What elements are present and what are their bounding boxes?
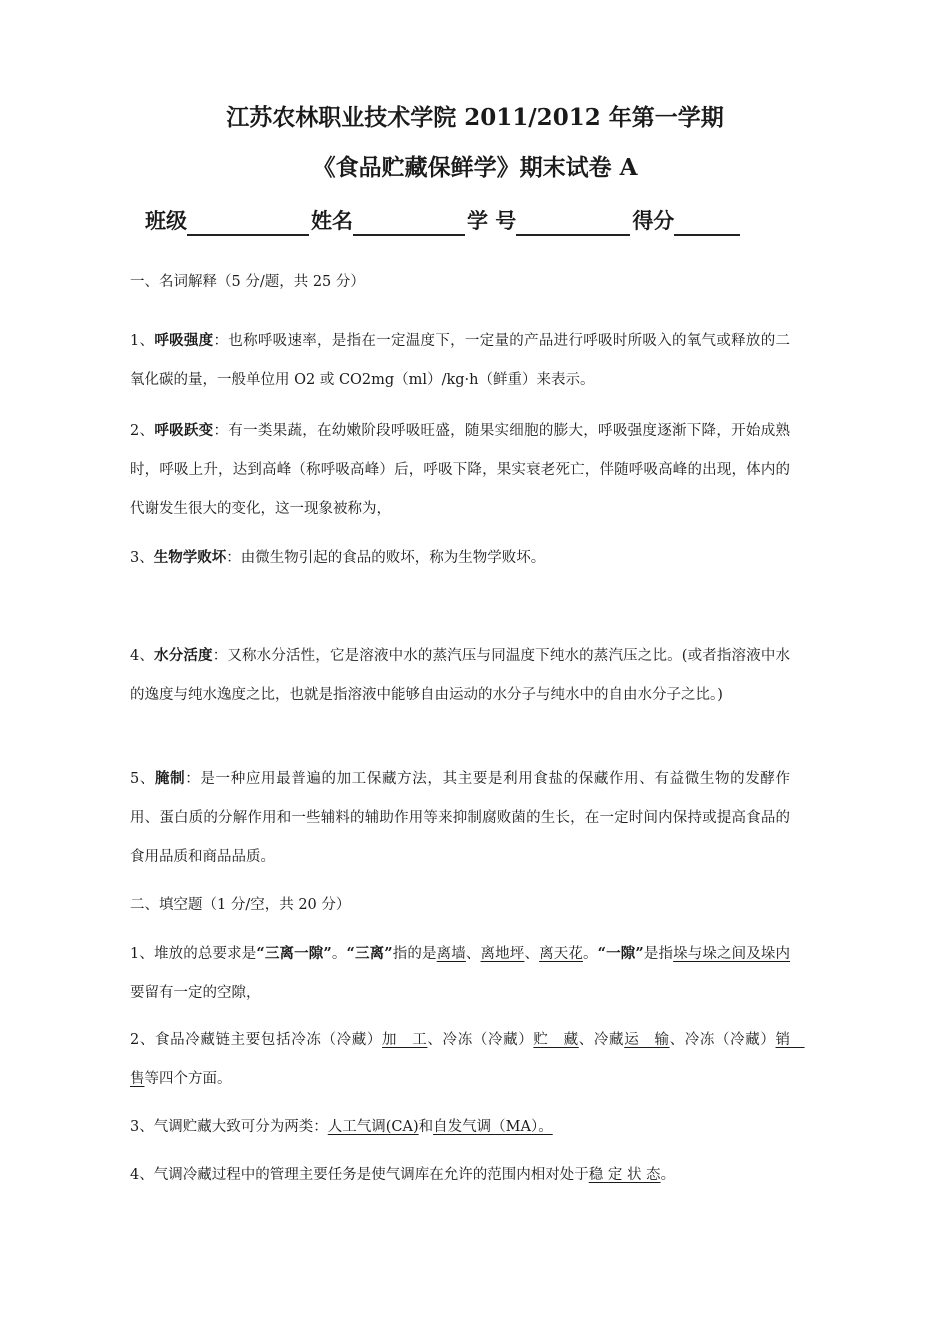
item-colon: ：: [212, 648, 228, 664]
item-number: 3、: [130, 550, 154, 566]
question-text: 4、气调冷藏过程中的管理主要任务是使气调库在允许的范围内相对处于: [130, 1167, 589, 1183]
class-label: 班级: [145, 208, 187, 233]
answer-blank: 人工气调(CA): [327, 1119, 419, 1135]
item-definition: 又称水分活性，它是溶液中水的蒸汽压与同温度下纯水的蒸汽压之比。(或者指溶液中水的逸度与纯水逸度之比，也就是指溶液中能够自由运动的水分子与纯水中的自由水分子之比。): [130, 648, 791, 703]
student-id-blank[interactable]: [516, 210, 630, 236]
question-text: 、: [465, 946, 481, 962]
fill-question-4: [130, 1156, 790, 1195]
question-keyword: “三离”: [346, 945, 393, 962]
student-info-row: [145, 206, 742, 236]
item-term: 呼吸跃变: [154, 422, 214, 439]
question-text: 指的是: [392, 946, 437, 962]
answer-blank: 稳 定 状 态: [588, 1167, 661, 1183]
exam-title-line1: 江苏农林职业技术学院 2011/2012 年第一学期: [226, 104, 724, 131]
question-text: 。: [583, 946, 598, 962]
section1-heading: 一、名词解释（5 分/题，共 25 分）: [130, 274, 365, 290]
item-term: 生物学败坏: [153, 549, 227, 566]
item-term: 呼吸强度: [154, 332, 214, 349]
question-text: 和: [418, 1119, 434, 1135]
answer-blank: 运 输: [624, 1032, 670, 1048]
definition-item-1: [130, 321, 790, 400]
answer-blank: 销 售: [130, 1032, 805, 1087]
question-text: 、: [524, 946, 540, 962]
definition-item-5: [130, 759, 790, 877]
name-label: 姓名: [311, 208, 353, 233]
definition-item-2: [130, 411, 790, 529]
definition-item-3: [130, 538, 790, 578]
item-colon: ：: [185, 771, 201, 787]
item-definition: 是一种应用最普遍的加工保藏方法，其主要是利用食盐的保藏作用、有益微生物的发酵作用、蛋白质的分解作用和一些辅料的辅助作用等来抑制腐败菌的生长，在一定时间内保持或提高食品的食用品质和商品品质。: [130, 771, 791, 865]
question-text: 3、气调贮藏大致可分为两类：: [130, 1119, 328, 1135]
answer-blank: 贮 藏: [533, 1032, 579, 1048]
question-text: 、冷藏: [578, 1032, 625, 1048]
item-term: 腌制: [155, 770, 186, 787]
answer-blank: 离天花: [539, 946, 583, 962]
question-text: 。: [660, 1167, 676, 1183]
item-colon: ：: [213, 423, 229, 439]
answer-blank: 垛与垛之间及垛内: [673, 946, 791, 962]
question-text: 。: [331, 946, 347, 962]
question-text: 、冷冻（冷藏）: [427, 1032, 534, 1048]
name-blank[interactable]: [353, 210, 465, 236]
question-text: 2、食品冷藏链主要包括冷冻（冷藏）: [130, 1032, 383, 1048]
answer-blank: 离地坪: [480, 946, 525, 962]
question-text: 、冷冻（冷藏）: [669, 1032, 776, 1048]
item-number: 1、: [130, 333, 155, 349]
answer-blank: 自发气调（MA）。: [433, 1119, 553, 1135]
item-colon: ：: [213, 333, 229, 349]
answer-blank: 加 工: [382, 1032, 428, 1048]
item-number: 5、: [130, 771, 155, 787]
section2-heading: 二、填空题（1 分/空，共 20 分）: [130, 897, 351, 913]
item-number: 4、: [130, 648, 155, 664]
score-label: 得分: [632, 208, 675, 233]
question-text: 是指: [643, 946, 674, 962]
question-text: 1、堆放的总要求是: [130, 946, 257, 962]
item-definition: 也称呼吸速率，是指在一定温度下，一定量的产品进行呼吸时所吸入的氧气或释放的二氧化碳的量，一般单位用 O2 或 CO2mg（ml）/kg·h（鲜重）来表示。: [130, 333, 791, 388]
item-term: 水分活度: [154, 647, 213, 664]
exam-title-line2: 《食品贮藏保鲜学》期末试卷 A: [312, 154, 638, 181]
item-colon: ：: [226, 550, 241, 566]
student-id-label: 学 号: [467, 208, 517, 233]
class-blank[interactable]: [187, 210, 309, 236]
question-keyword: “一隙”: [597, 945, 644, 962]
definition-item-4: [130, 636, 790, 715]
question-text: 等四个方面。: [144, 1071, 232, 1087]
fill-question-2: [130, 1021, 805, 1099]
fill-question-1: [130, 934, 790, 1013]
answer-blank: 离墙: [436, 946, 466, 962]
score-blank[interactable]: [674, 210, 740, 236]
item-number: 2、: [130, 423, 155, 439]
question-text: 要留有一定的空隙，: [130, 985, 261, 1001]
fill-question-3: [130, 1108, 790, 1147]
question-keyword: “三离一隙”: [256, 945, 332, 962]
item-definition: 有一类果蔬，在幼嫩阶段呼吸旺盛，随果实细胞的膨大，呼吸强度逐渐下降，开始成熟时，呼吸上升，达到高峰（称呼吸高峰）后，呼吸下降，果实衰老死亡，伴随呼吸高峰的出现，体内的代谢发生很大的变化，这一现象被称为，: [130, 423, 791, 517]
item-definition: 由微生物引起的食品的败坏，称为生物学败坏。: [240, 550, 546, 566]
